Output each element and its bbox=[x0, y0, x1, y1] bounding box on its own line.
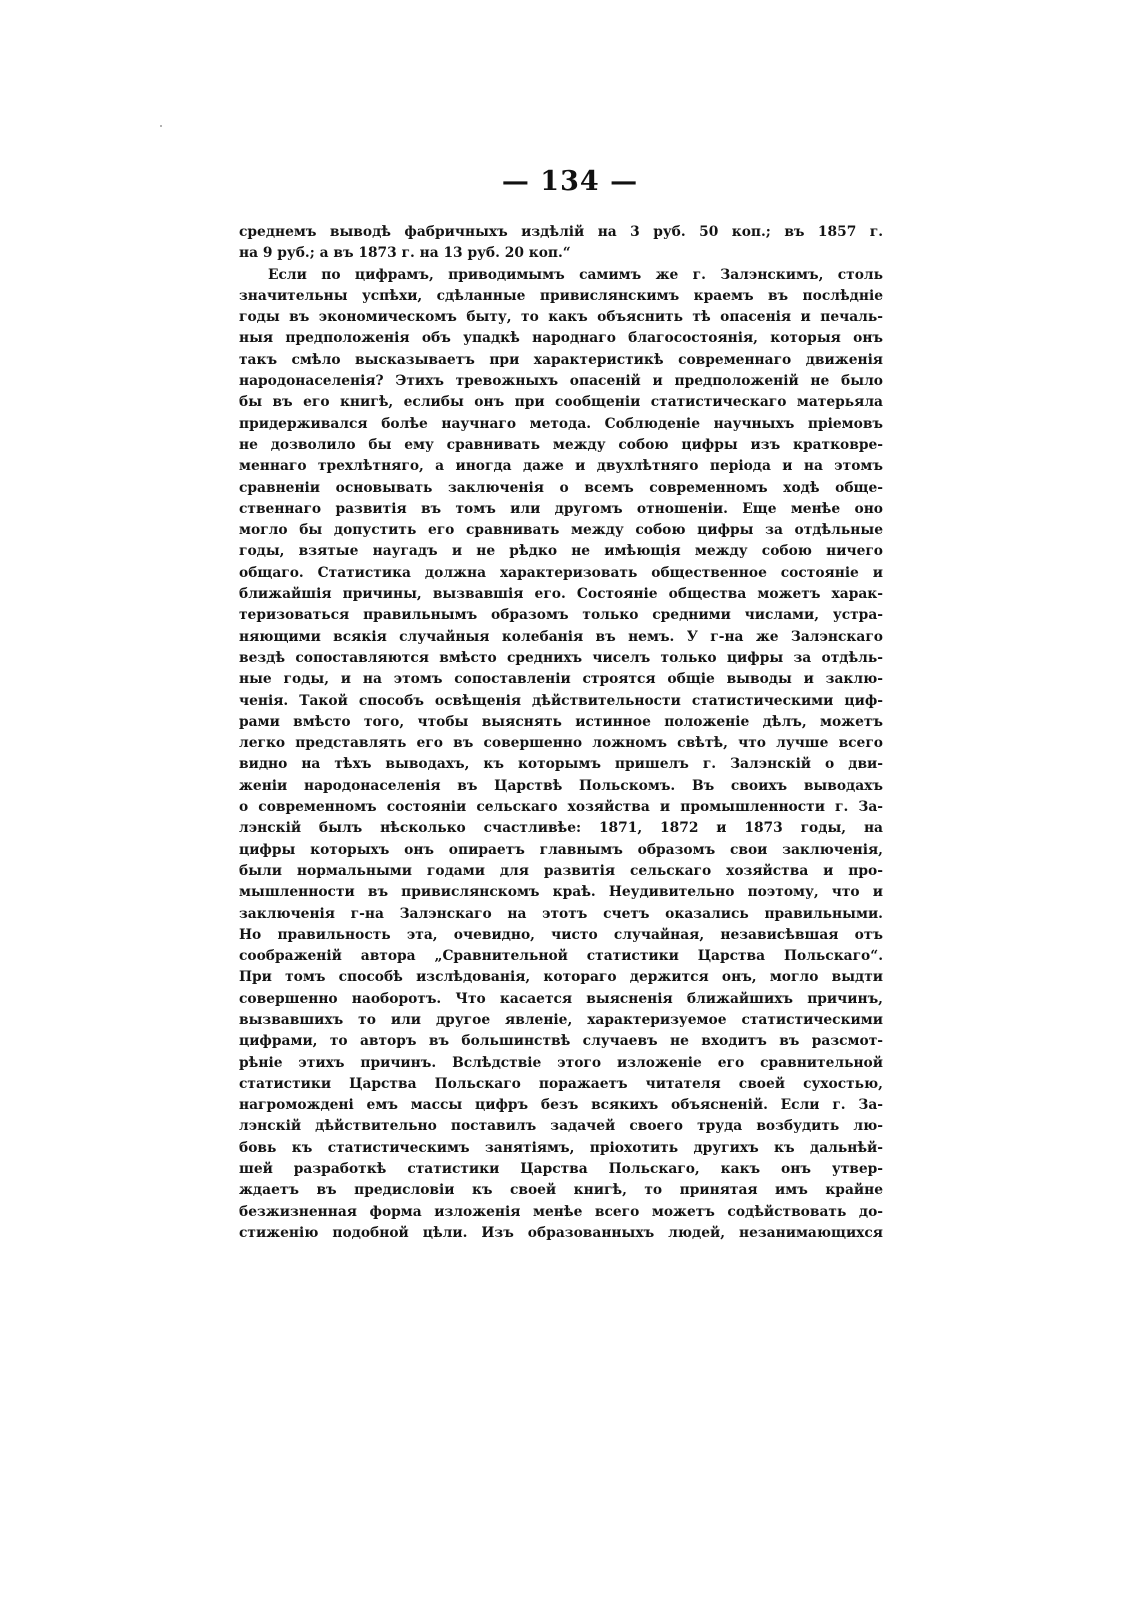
text-line-37: совершенно наоборотъ. Что касается выясненія ближайшихъ причинъ, bbox=[239, 990, 883, 1007]
text-line-28: о современномъ состояніи сельскаго хозяйства и промышленности г. За- bbox=[239, 799, 883, 816]
text-line-19: теризоваться правильнымъ образомъ только средними числами, устра- bbox=[239, 607, 883, 624]
text-line-2: на 9 руб.; а въ 1873 г. на 13 руб. 20 коп.“ bbox=[239, 245, 571, 262]
text-line-42: нагромождені емъ массы цифръ безъ всякихъ объясненій. Если г. За- bbox=[239, 1097, 883, 1114]
text-line-1: среднемъ выводѣ фабричныхъ издѣлій на 3 руб. 50 коп.; въ 1857 г. bbox=[239, 224, 883, 240]
text-line-6: ныя предположенія объ упадкѣ народнаго благосостоянія, которыя онъ bbox=[239, 330, 883, 347]
text-line-43: лэнскій дѣйствительно поставилъ задачей своего труда возбудить лю- bbox=[239, 1118, 883, 1135]
text-line-12: меннаго трехлѣтняго, а иногда даже и двухлѣтняго періода и на этомъ bbox=[239, 458, 883, 475]
text-line-13: сравненіи основывать заключенія о всемъ современномъ ходѣ обще- bbox=[239, 479, 883, 496]
text-line-35: соображеній автора „Сравнительной статистики Царства Польскаго“. bbox=[239, 948, 883, 965]
text-line-47: безжизненная форма изложенія менѣе всего можетъ содѣйствовать до- bbox=[239, 1203, 883, 1220]
text-line-22: ные годы, и на этомъ сопоставленіи строятся общіе выводы и заклю- bbox=[239, 671, 883, 688]
text-line-26: видно на тѣхъ выводахъ, къ которымъ пришелъ г. Залэнскій о дви- bbox=[239, 756, 883, 773]
text-line-24: рами вмѣсто того, чтобы выяснять истинное положеніе дѣлъ, можетъ bbox=[239, 713, 883, 730]
text-line-15: могло бы допустить его сравнивать между собою цифры за отдѣльные bbox=[239, 522, 883, 539]
text-line-29: лэнскій былъ нѣсколько счастливѣе: 1871, 1872 и 1873 годы, на bbox=[239, 820, 883, 837]
page-number: — 134 — bbox=[501, 166, 639, 197]
text-line-5: годы въ экономическомъ быту, то какъ объяснить тѣ опасенія и печаль- bbox=[239, 309, 883, 326]
text-line-25: легко представлять его въ совершенно ложномъ свѣтѣ, что лучше всего bbox=[239, 735, 883, 752]
text-line-46: ждаетъ въ предисловіи къ своей книгѣ, то принятая имъ крайне bbox=[239, 1182, 883, 1199]
text-line-4: значительны успѣхи, сдѣланные привислянскимъ краемъ въ послѣдніе bbox=[239, 287, 883, 304]
text-line-16: годы, взятые наугадъ и не рѣдко не имѣющія между собою ничего bbox=[239, 543, 883, 560]
text-line-7: такъ смѣло высказываетъ при характеристикѣ современнаго движенія bbox=[239, 351, 883, 368]
scan-speck bbox=[160, 125, 162, 127]
text-line-8: народонаселенія? Этихъ тревожныхъ опасеній и предположеній не было bbox=[239, 373, 883, 390]
text-line-9: бы въ его книгѣ, еслибы онъ при сообщеніи статистическаго матерьяла bbox=[239, 394, 883, 411]
body-text bbox=[239, 222, 883, 1244]
text-line-31: были нормальными годами для развитія сельскаго хозяйства и про- bbox=[239, 862, 883, 879]
text-line-40: рѣніе этихъ причинъ. Вслѣдствіе этого изложеніе его сравнительной bbox=[239, 1054, 883, 1071]
text-line-41: статистики Царства Польскаго поражаетъ читателя своей сухостью, bbox=[239, 1075, 883, 1092]
text-line-10: придерживался болѣе научнаго метода. Соблюденіе научныхъ пріемовъ bbox=[239, 415, 883, 432]
text-line-48: стиженію подобной цѣли. Изъ образованныхъ людей, незанимающихся bbox=[239, 1224, 883, 1241]
text-line-32: мышленности въ привислянскомъ краѣ. Неудивительно поэтому, что и bbox=[239, 884, 883, 901]
text-line-27: женіи народонаселенія въ Царствѣ Польскомъ. Въ своихъ выводахъ bbox=[239, 777, 883, 794]
text-line-36: При томъ способѣ изслѣдованія, котораго держится онъ, могло выдти bbox=[239, 969, 883, 986]
text-line-45: шей разработкѣ статистики Царства Польскаго, какъ онъ утвер- bbox=[239, 1161, 883, 1178]
text-line-33: заключенія г-на Залэнскаго на этотъ счетъ оказались правильными. bbox=[239, 905, 883, 922]
text-line-11: не дозволило бы ему сравнивать между собою цифры изъ кратковре- bbox=[239, 436, 883, 453]
text-line-17: общаго. Статистика должна характеризовать общественное состояніе и bbox=[239, 564, 883, 581]
text-line-18: ближайшія причины, вызвавшія его. Состояніе общества можетъ харак- bbox=[239, 586, 883, 603]
text-line-14: ственнаго развитія въ томъ или другомъ отношеніи. Еще менѣе оно bbox=[239, 500, 883, 517]
text-line-21: вездѣ сопоставляются вмѣсто среднихъ чиселъ только цифры за отдѣль- bbox=[239, 649, 883, 666]
text-line-34: Но правильность эта, очевидно, чисто случайная, независѣвшая отъ bbox=[239, 926, 883, 943]
text-line-38: вызвавшихъ то или другое явленіе, характеризуемое статистическими bbox=[239, 1011, 883, 1028]
text-line-3: Если по цифрамъ, приводимымъ самимъ же г. Залэнскимъ, столь bbox=[268, 266, 883, 283]
text-line-20: няющими всякія случайныя колебанія въ немъ. У г-на же Залэнскаго bbox=[239, 628, 883, 645]
text-line-30: цифры которыхъ онъ опираетъ главнымъ образомъ свои заключенія, bbox=[239, 841, 883, 858]
text-line-23: ченія. Такой способъ освѣщенія дѣйствительности статистическими циф- bbox=[239, 692, 883, 709]
text-line-39: цифрами, то авторъ въ большинствѣ случаевъ не входитъ въ разсмот- bbox=[239, 1033, 883, 1050]
text-line-44: бовь къ статистическимъ занятіямъ, пріохотить другихъ къ дальнѣй- bbox=[239, 1139, 883, 1156]
